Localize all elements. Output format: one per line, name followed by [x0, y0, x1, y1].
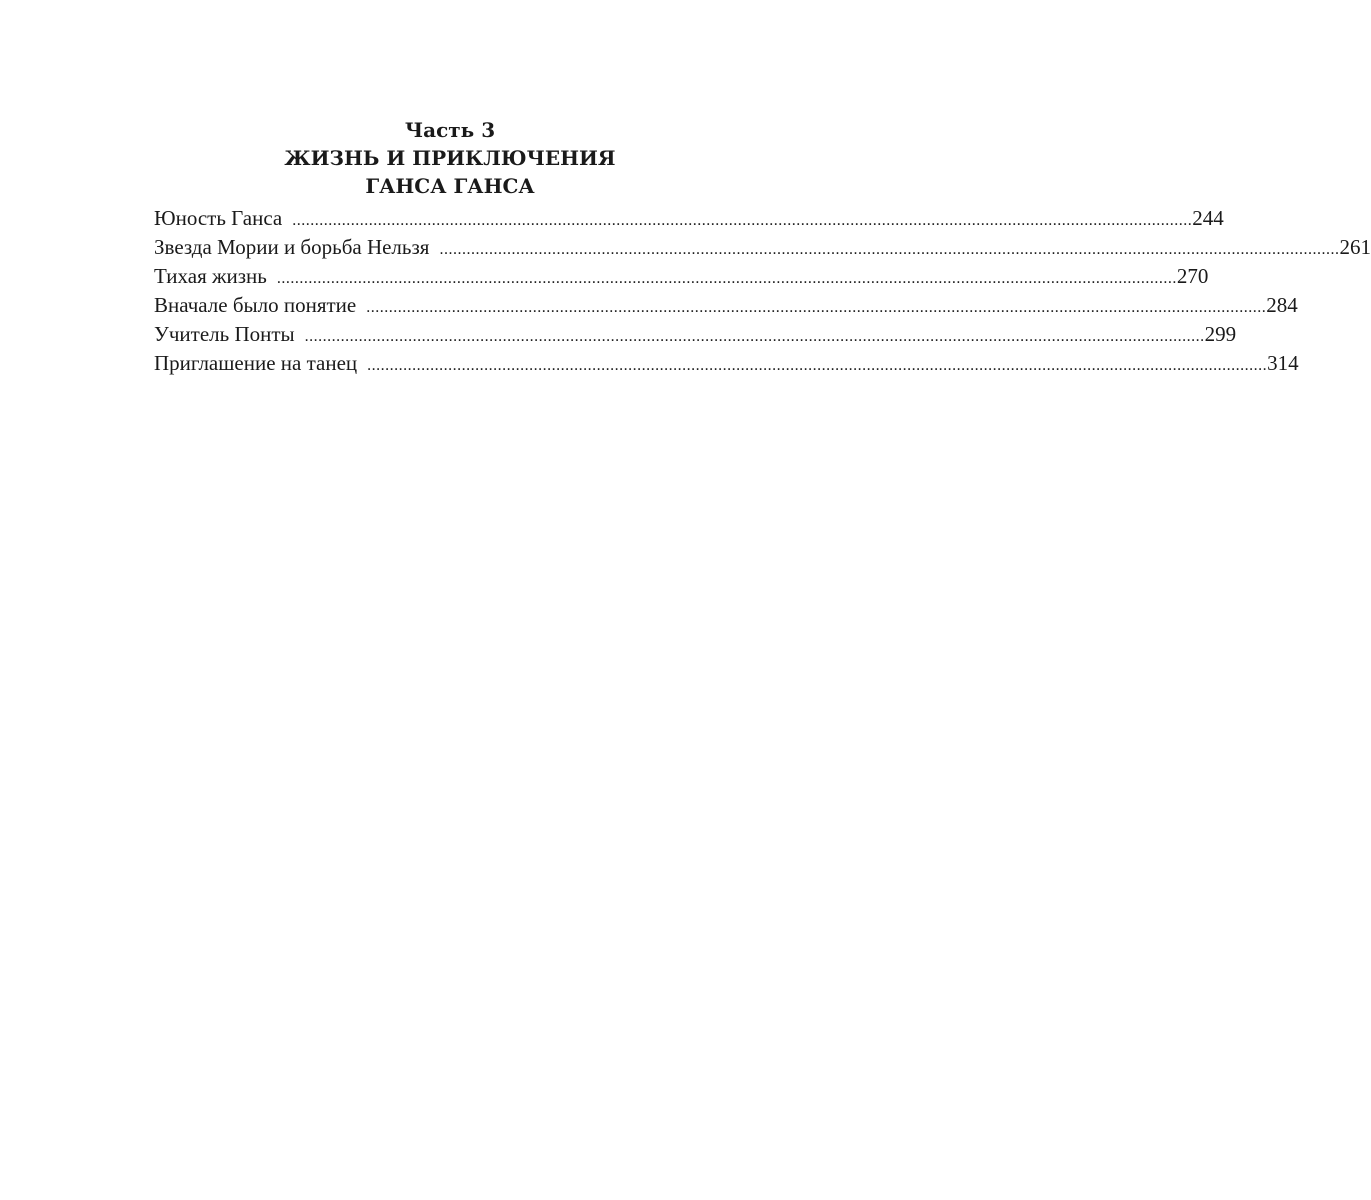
toc-entry-title: Юность Ганса — [154, 206, 283, 230]
part-title-line-1: ЖИЗНЬ И ПРИКЛЮЧЕНИЯ — [284, 146, 616, 170]
toc-entry — [154, 233, 1371, 262]
toc-entry-page: 299 — [1204, 322, 1237, 346]
table-of-contents — [154, 204, 1371, 378]
toc-entry-title: Вначале было понятие — [154, 293, 357, 317]
toc-entry — [154, 349, 1299, 378]
toc-dot-leader: ........................................................................................................................................................................................................ — [439, 241, 1340, 258]
toc-entry-page: 261 — [1339, 235, 1371, 259]
toc-entry — [154, 204, 1224, 233]
toc-dot-leader: ........................................................................................................................................................................................................ — [292, 212, 1193, 229]
toc-entry-title: Приглашение на танец — [154, 351, 358, 375]
toc-entry-title: Тихая жизнь — [154, 264, 267, 288]
part-title-line-2: ГАНСА ГАНСА — [365, 174, 535, 198]
toc-dot-leader: ........................................................................................................................................................................................................ — [276, 270, 1177, 287]
toc-entry-page: 270 — [1176, 264, 1209, 288]
toc-entry-page: 284 — [1266, 293, 1298, 317]
toc-entry-title: Учитель Понты — [154, 322, 295, 346]
toc-dot-leader: ........................................................................................................................................................................................................ — [304, 328, 1205, 345]
toc-dot-leader: ........................................................................................................................................................................................................ — [366, 299, 1267, 316]
toc-entry-page: 244 — [1192, 206, 1224, 230]
toc-entry — [154, 291, 1298, 320]
toc-entry-page: 314 — [1267, 351, 1299, 375]
section-heading — [0, 116, 900, 200]
toc-entry-title: Звезда Мории и борьба Нельзя — [154, 235, 430, 259]
part-label: Часть 3 — [404, 118, 496, 142]
toc-entry — [154, 320, 1237, 349]
toc-entry — [154, 262, 1209, 291]
toc-dot-leader: ........................................................................................................................................................................................................ — [367, 357, 1268, 374]
